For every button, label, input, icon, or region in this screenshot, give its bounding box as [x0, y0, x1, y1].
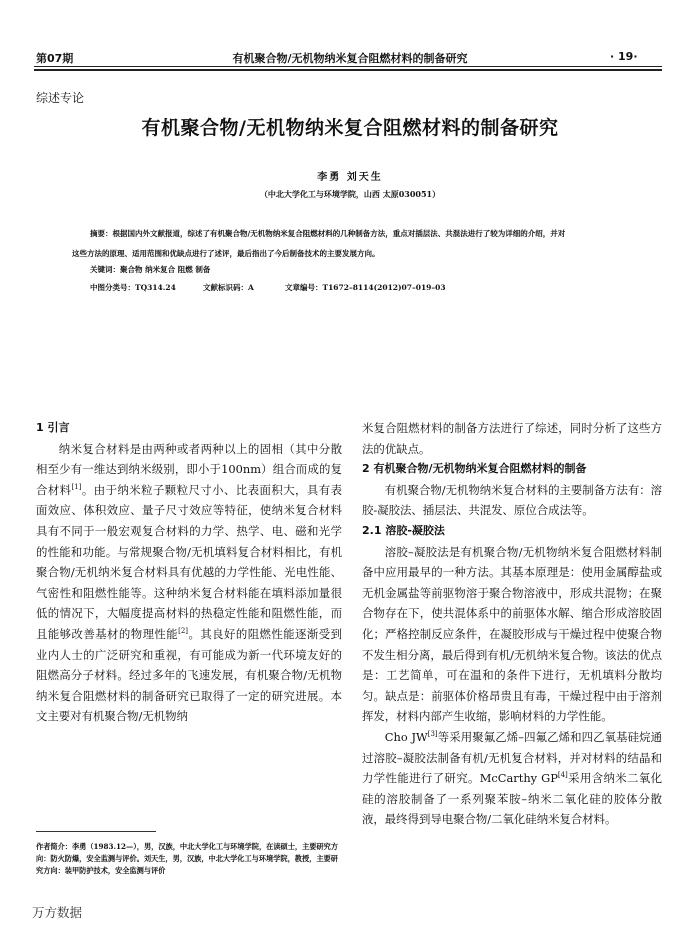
- journal-issue: 第07期: [36, 52, 74, 65]
- examples-paragraph: [362, 727, 662, 830]
- footnote-rule: [36, 831, 156, 832]
- sol-gel-paragraph: 溶胶–凝胶法是有机聚合物/无机物纳米复合阻燃材料制备中应用最早的一种方法。其基本原理是：使用金属醇盐或无机金属盐等前驱物溶于聚合物溶液中，形成共混物；在聚合物存在下，使共混体系中的前驱体水解、缩合形成溶胶固化；严格控制反应条件，在凝胶形成与干燥过程中使聚合物不发生相分离，最后得到有机/无机纳米复合物。该法的优点是：工艺简单，可在温和的条件下进行，无机填料分散均匀。缺点是：前驱体价格昂贵且有毒，干燥过程中由于溶剂挥发，材料内部产生收缩，影响材料的力学性能。: [362, 544, 662, 724]
- heading-preparation: 2 有机聚合物/无机物纳米复合阻燃材料的制备: [362, 462, 587, 476]
- clc-number: 中图分类号：TQ314.24: [90, 283, 176, 292]
- abstract-text-2: 这些方法的原理、适用范围和优缺点进行了述评，最后指出了今后制备技术的主要发展方向。: [72, 249, 380, 258]
- abstract-text-1: 根据国内外文献报道，综述了有机聚合物/无机物纳米复合阻燃材料的几种制备方法，重点对插层法、共混法进行了较为详细的介绍，并对: [112, 229, 566, 238]
- footnote-author-bio: 作者简介：李勇（1983.12—），男，汉族，中北大学化工与环境学院，在读硕士，主要研究方向：防火防爆，安全监测与评价。刘天生，男，汉族，中北大学化工与环境学院，教授，主要研究方向：装甲防护技术，安全监测与评价: [36, 842, 339, 875]
- running-title: 有机聚合物/无机物纳米复合阻燃材料的制备研究: [232, 52, 468, 65]
- keywords-text: 聚合物 纳米复合 阻燃 制备: [120, 265, 211, 274]
- heading-introduction: 1 引言: [36, 421, 70, 434]
- examples-text-2: 等采用聚氟乙烯–四氟乙烯和四乙氧基硅烷通过溶胶–凝胶法制备有机/无机复合材料，并对材料的结晶和力学性能进行了研究。McCarthy GP: [362, 729, 662, 786]
- intro-continued: 米复合阻燃材料的制备方法进行了综述，同时分析了这些方法的优缺点。: [362, 421, 662, 456]
- header-rule-thick: [34, 69, 662, 71]
- keywords: [90, 264, 210, 275]
- keywords-label: 关键词：: [90, 265, 120, 274]
- header-rule: [34, 66, 662, 67]
- ref-1: [1]: [71, 482, 82, 491]
- paper-title: 有机聚合物/无机物纳米复合阻燃材料的制备研究: [141, 117, 559, 139]
- intro-text-2: 。由于纳米粒子颗粒尺寸小、比表面积大，具有表面效应、体积效应、量子尺寸效应等特征，使纳米复合材料具有不同于一般宏观复合材料的力学、热学、电、磁和光学的性能和功能。与常规聚合物/无机填料复合材料相比，有机聚合物/无机纳米复合材料具有优越的力学性能、光电性能、气密性和阻燃性能等。这种纳米复合材料能在填料添加量很低的情况下，大幅度提高材料的热稳定性能和阻燃性能，而且能够改善基材的物理性能: [36, 482, 342, 641]
- intro-text-3: 。其良好的阻燃性能逐渐受到业内人士的广泛研究和重视，有可能成为新一代环境友好的阻燃高分子材料。经过多年的飞速发展，有机聚合物/无机物纳米复合阻燃材料的制备研究已取得了一定的研究进展。本文主要对有机聚合物/无机物纳: [36, 626, 342, 724]
- ref-2: [2]: [178, 627, 189, 636]
- page-number: · 19·: [610, 50, 638, 63]
- intro-paragraph: [36, 439, 342, 727]
- watermark: 万方数据: [32, 905, 83, 920]
- left-column: [36, 418, 342, 727]
- examples-text-1: Cho JW: [384, 729, 428, 744]
- right-column: [362, 418, 662, 830]
- abstract: [72, 224, 634, 264]
- examples-text-3: 采用含纳米二氧化硅的溶胶制备了一系列聚苯胺–纳米二氧化硅的胶体分散液，最终得到导电聚合物/二氧化硅纳米复合材料。: [362, 771, 662, 827]
- preparation-paragraph: 有机聚合物/无机物纳米复合材料的主要制备方法有：溶胶-凝胶法、插层法、共混发、原位合成法等。: [362, 482, 663, 518]
- article-number: 文章编号：T1672–8114(2012)07–019–03: [285, 283, 446, 292]
- ref-4: [4]: [557, 771, 568, 780]
- intro-text-1: 纳米复合材料是由两种或者两种以上的固相（其中分散相至少有一维达到纳米级别，即小于100nm）组合而成的复合材料: [36, 441, 342, 497]
- heading-sol-gel: 2.1 溶胶-凝胶法: [362, 523, 445, 537]
- doc-code: 文献标识码：A: [203, 283, 254, 292]
- ref-3: [3]: [427, 730, 438, 739]
- authors: 李勇 刘天生: [317, 172, 383, 183]
- section-label: 综述专论: [36, 91, 85, 105]
- affiliation: （中北大学化工与环境学院，山西 太原030051）: [259, 189, 441, 199]
- abstract-label: 摘要：: [90, 229, 113, 238]
